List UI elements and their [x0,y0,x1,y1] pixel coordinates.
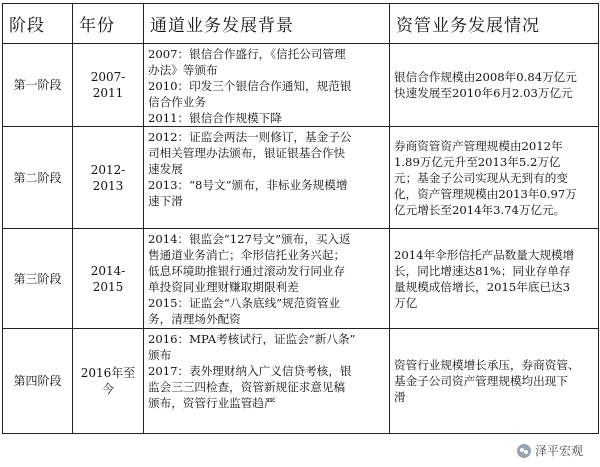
watermark-text: 泽平宏观 [534,444,583,458]
background-line: 2010：印发三个银信合作通知，规范银 [148,79,352,93]
background-line: 2012：证监会两法一则修订，基金子公 [148,130,352,144]
stage-cell: 第三阶段 [3,229,73,329]
situation-line: 快速发展至2010年6月2.03万亿元 [394,86,573,100]
background-cell [144,329,390,434]
situation-line: 券商资管资产管理规模由2012年 [394,138,563,153]
situation-line: 万亿 [394,295,418,310]
table-row [3,127,599,229]
stage-cell: 第四阶段 [3,329,73,434]
table-row [3,44,599,127]
situation-line: 银信合作规模由2008年0.84万亿元 [394,70,577,84]
header-stage: 阶段 [3,4,73,44]
situation-cell [390,229,599,329]
situation-line: 长，同比增速达81%；同业存单存 [394,263,571,278]
background-line: 务，清理场外配资 [148,312,241,326]
years-cell: 2012-2013 [73,127,144,229]
situation-cell [390,44,599,127]
situation-cell [390,329,599,434]
years-cell: 2007-2011 [73,44,144,127]
background-line: 单投资同业理财赚取期限利差 [148,280,299,294]
background-line: 办法》等颁布 [148,63,218,77]
background-line: 2015：证监会“八条底线”规范资管业 [148,296,341,310]
stage-cell: 第二阶段 [3,127,73,229]
situation-line: 1.89万亿元升至2013年5.2万亿 [394,154,561,169]
background-line: 监会三三四检查，资管新规征求意见稿 [148,380,346,394]
situation-line: 化，资产管理规模由2013年0.97万 [394,186,577,201]
header-situation: 资管业务发展情况 [390,4,599,44]
situation-cell [390,127,599,229]
background-line: 低息环境助推银行通过滚动发行同业存 [148,264,346,278]
situation-line: 量规模成倍增长，2015年底已达3 [394,279,571,294]
background-line: 2016：MPA考核试行，证监会“新八条” [148,332,356,346]
background-line: 2013：“8号文”颁布，非标业务规模增 [148,178,348,192]
asset-management-stages-table [2,3,599,434]
background-line: 2007：银信合作盛行，《信托公司管理 [148,47,346,61]
background-line: 售通道业务消亡；伞形信托业务兴起； [148,248,346,262]
background-line: 2014：银监会“127号文”颁布，买入返 [148,232,351,246]
background-cell [144,127,390,229]
stage-cell: 第一阶段 [3,44,73,127]
years-cell: 2014-2015 [73,229,144,329]
table-row [3,229,599,329]
background-line: 颁布 [148,348,172,362]
header-background: 通道业务发展背景 [144,4,390,44]
situation-line: 滑 [394,390,406,404]
wechat-icon [517,444,531,458]
watermark [514,441,586,460]
background-line: 信合作业务 [148,95,206,109]
background-line: 司相关管理办法颁布，银证银基合作快 [148,146,346,160]
header-years: 年份 [73,4,144,44]
situation-line: 基金子公司资产管理规模均出现下 [394,374,568,388]
background-line: 速下滑 [148,194,183,208]
background-cell [144,44,390,127]
background-line: 2017：表外理财纳入广义信贷考核，银 [148,364,352,378]
background-cell [144,229,390,329]
years-cell: 2016年至今 [73,329,144,434]
background-line: 颁布，资管行业监管趋严 [148,396,276,410]
situation-line: 2014年伞形信托产品数量大规模增 [394,247,575,262]
table-header-row [3,4,599,44]
situation-line: 亿元增长至2014年3.74万亿元。 [394,202,566,217]
situation-line: 元；基金子公司实现从无到有的变 [394,170,568,185]
background-line: 2011：银信合作规模下降 [148,111,282,125]
table-row [3,329,599,434]
background-line: 速发展 [148,162,183,176]
situation-line: 资管行业规模增长承压，券商资管、 [394,358,580,372]
